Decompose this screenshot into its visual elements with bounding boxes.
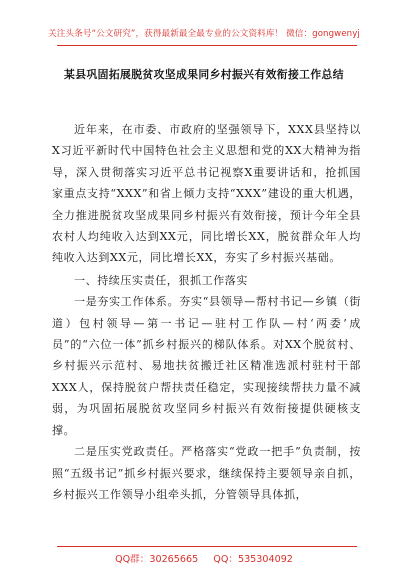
footer-qq-number: QQ：535304092 xyxy=(213,554,293,565)
footer-qq-group: QQ群：30265665 xyxy=(115,554,199,565)
body-paragraph-intro: 近年来，在市委、市政府的坚强领导下，XXX县坚持以X习近平新时代中国特色社会主义思想和党的XX大精神为指导，深入贯彻落实习近平总书记视察X重要讲话和，抢抓国家重点支持“XXX”和省上倾力支持“XXX”建设的重大机遇，全力推进脱贫攻坚成果同乡村振兴有效衔接，预计今年全县农村人均纯收入达到XX元，同比增长XX，脱贫群众年人均纯收入达到XX元，同比增长XX，夯实了乡村振兴基础。 xyxy=(52,123,361,265)
footer-contact xyxy=(0,551,408,565)
header-promo-text: 关注头条号“公文研究”，获得最新最全最专业的公文资料库！ 微信：gongwenyj xyxy=(48,29,360,39)
document-title: 某县巩固拓展脱贫攻坚成果同乡村振兴有效衔接工作总结 xyxy=(64,68,344,81)
footer-divider xyxy=(57,546,357,547)
document-body xyxy=(52,119,361,505)
section-heading-1: 一、持续压实责任，狠抓工作落实 xyxy=(74,273,248,287)
header-divider xyxy=(57,45,357,46)
body-paragraph-work-system: 一是夯实工作体系。夯实“县领导—帮村书记—乡镇（街道）包村领导—第一书记—驻村工作队—村‘两委’成员”的“六位一体”抓乡村振兴的梯队体系。对XX个脱贫村、乡村振兴示范村、易地扶贫搬迁社区精准选派村驻村干部XXX人，保持脱贫户帮扶责任稳定，实现接续帮扶力量不减弱，为巩固拓展脱贫攻坚同乡村振兴有效衔接提供硬核支撑。 xyxy=(52,295,361,437)
body-paragraph-party-responsibility: 二是压实党政责任。严格落实“党政一把手”负责制，按照“五级书记”抓乡村振兴要求，继续保持主要领导亲自抓，乡村振兴工作领导小组牵头抓，分管领导具体抓， xyxy=(52,445,361,501)
